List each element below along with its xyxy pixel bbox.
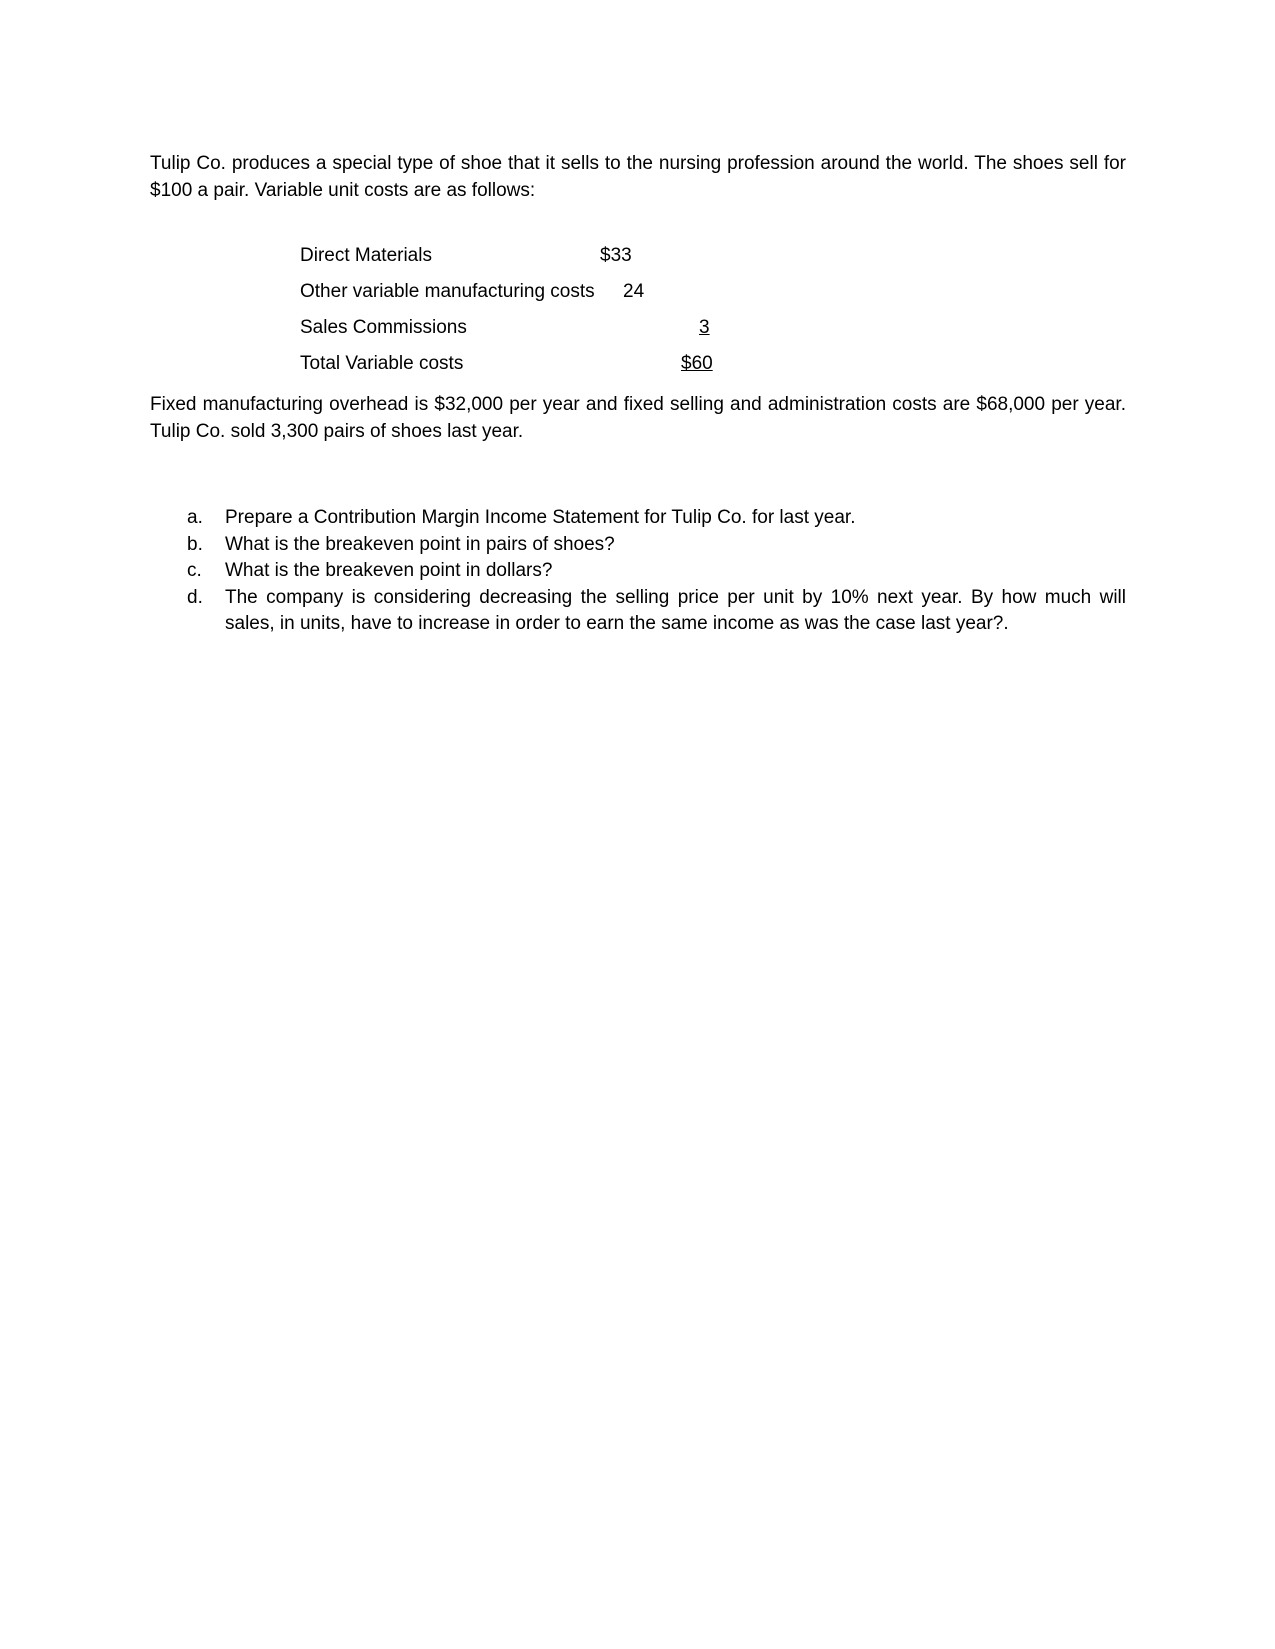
cost-label: Total Variable costs	[300, 353, 464, 374]
cost-value-total: $60	[681, 353, 713, 374]
list-item	[150, 505, 1126, 532]
question-text: The company is considering decreasing the selling price per unit by 10% next year. By how much will sales, in units, have to increase in order to earn the same income as was the case last year?.	[225, 586, 1126, 634]
cost-row-other-variable	[300, 281, 720, 317]
question-text: Prepare a Contribution Margin Income Statement for Tulip Co. for last year.	[225, 507, 856, 528]
question-list	[150, 505, 1126, 638]
cost-value: 24	[623, 281, 645, 302]
cost-row-total	[300, 353, 720, 389]
list-marker: d.	[187, 586, 203, 608]
intro-paragraph: Tulip Co. produces a special type of shoe that it sells to the nursing profession around the world. The shoes sell for $100 a pair. Variable unit costs are as follows:	[150, 153, 1126, 201]
cost-value: $33	[600, 245, 632, 266]
list-marker: c.	[187, 560, 202, 581]
question-text: What is the breakeven point in pairs of shoes?	[225, 533, 615, 555]
list-item	[150, 532, 1126, 559]
list-item	[150, 558, 1126, 585]
variable-cost-table	[300, 245, 720, 389]
question-text: What is the breakeven point in dollars?	[225, 560, 553, 581]
fixed-costs-paragraph: Fixed manufacturing overhead is $32,000 per year and fixed selling and administration costs are $68,000 per year. Tulip Co. sold 3,300 pairs of shoes last year.	[150, 394, 1126, 442]
cost-row-sales-commissions	[300, 317, 720, 353]
cost-row-direct-materials	[300, 245, 720, 281]
cost-label: Direct Materials	[300, 245, 432, 266]
cost-value-underlined	[681, 317, 710, 339]
list-marker: a.	[187, 507, 203, 528]
list-item	[150, 585, 1126, 638]
cost-value: 3	[699, 317, 710, 338]
cost-label: Other variable manufacturing costs	[300, 281, 595, 302]
list-marker: b.	[187, 533, 203, 555]
cost-label: Sales Commissions	[300, 317, 467, 338]
